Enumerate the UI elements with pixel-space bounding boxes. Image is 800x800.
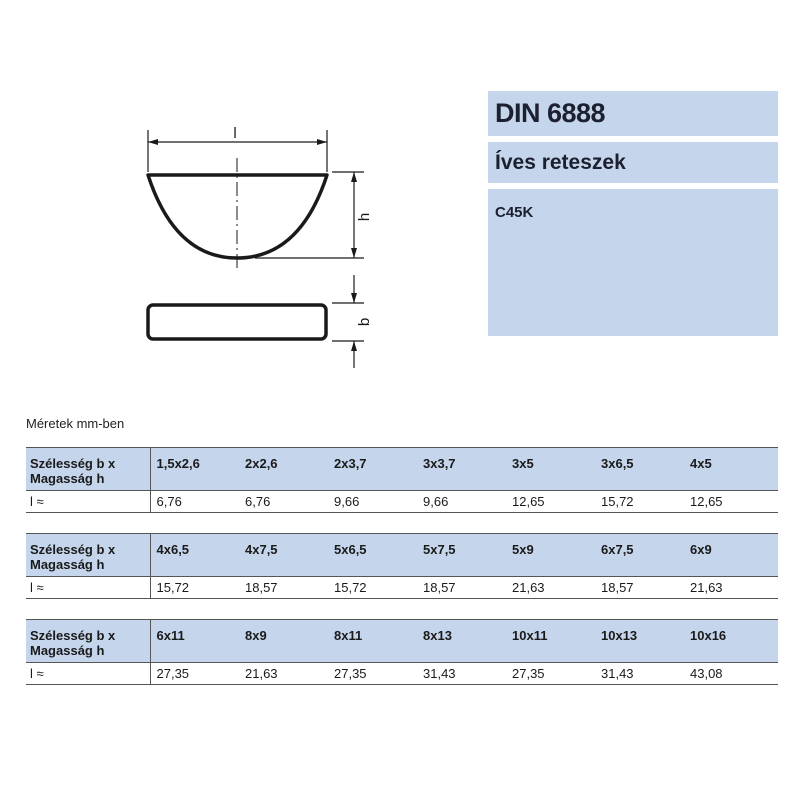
length-cell: 9,66 xyxy=(328,491,417,513)
size-cell: 2x3,7 xyxy=(328,448,417,491)
size-cell: 6x11 xyxy=(150,620,239,663)
length-cell: 18,57 xyxy=(239,577,328,599)
length-row xyxy=(26,577,778,599)
woodruff-key-drawing xyxy=(120,110,380,375)
size-cell: 5x6,5 xyxy=(328,534,417,577)
length-cell: 27,35 xyxy=(328,663,417,685)
length-row-label: l ≈ xyxy=(26,577,150,599)
size-cell: 6x7,5 xyxy=(595,534,684,577)
length-cell: 27,35 xyxy=(506,663,595,685)
size-cell: 10x13 xyxy=(595,620,684,663)
length-cell: 12,65 xyxy=(506,491,595,513)
dim-h-arrow-top xyxy=(351,172,357,182)
dimension-table-1 xyxy=(26,447,778,513)
length-cell: 43,08 xyxy=(684,663,778,685)
dim-b-arrow-top xyxy=(351,293,357,303)
size-cell: 4x6,5 xyxy=(150,534,239,577)
size-row xyxy=(26,448,778,491)
size-cell: 3x6,5 xyxy=(595,448,684,491)
size-cell: 6x9 xyxy=(684,534,778,577)
length-cell: 31,43 xyxy=(417,663,506,685)
size-cell: 3x5 xyxy=(506,448,595,491)
size-cell: 1,5x2,6 xyxy=(150,448,239,491)
length-cell: 18,57 xyxy=(595,577,684,599)
material-label: C45K xyxy=(488,189,778,336)
size-row-label: Szélesség b x Magasság h xyxy=(26,620,150,663)
length-cell: 18,57 xyxy=(417,577,506,599)
dimension-table-3 xyxy=(26,619,778,685)
size-cell: 8x9 xyxy=(239,620,328,663)
dim-h-arrow-bottom xyxy=(351,248,357,258)
size-row xyxy=(26,534,778,577)
size-cell: 4x7,5 xyxy=(239,534,328,577)
size-cell: 2x2,6 xyxy=(239,448,328,491)
size-cell: 10x11 xyxy=(506,620,595,663)
dimension-table-2 xyxy=(26,533,778,599)
dim-l-arrow-left xyxy=(148,139,158,145)
length-cell: 15,72 xyxy=(150,577,239,599)
length-cell: 9,66 xyxy=(417,491,506,513)
length-cell: 6,76 xyxy=(150,491,239,513)
length-cell: 21,63 xyxy=(506,577,595,599)
length-cell: 15,72 xyxy=(328,577,417,599)
size-cell: 8x11 xyxy=(328,620,417,663)
size-cell: 4x5 xyxy=(684,448,778,491)
dim-h-label: h xyxy=(356,212,373,222)
length-cell: 21,63 xyxy=(684,577,778,599)
length-cell: 27,35 xyxy=(150,663,239,685)
size-row xyxy=(26,620,778,663)
length-row-label: l ≈ xyxy=(26,663,150,685)
product-name: Íves reteszek xyxy=(488,142,778,183)
dim-b-arrow-bottom xyxy=(351,341,357,351)
dim-b-label: b xyxy=(356,317,373,327)
size-row-label: Szélesség b x Magasság h xyxy=(26,448,150,491)
size-cell: 5x9 xyxy=(506,534,595,577)
size-cell: 3x3,7 xyxy=(417,448,506,491)
length-row xyxy=(26,491,778,513)
length-cell: 21,63 xyxy=(239,663,328,685)
standard-title: DIN 6888 xyxy=(488,91,778,136)
dim-l-label: l xyxy=(233,125,237,142)
size-cell: 5x7,5 xyxy=(417,534,506,577)
length-cell: 6,76 xyxy=(239,491,328,513)
length-row xyxy=(26,663,778,685)
length-row-label: l ≈ xyxy=(26,491,150,513)
dim-l-arrow-right xyxy=(317,139,327,145)
units-note: Méretek mm-ben xyxy=(26,416,125,431)
length-cell: 15,72 xyxy=(595,491,684,513)
key-top-view xyxy=(148,305,326,339)
length-cell: 31,43 xyxy=(595,663,684,685)
length-cell: 12,65 xyxy=(684,491,778,513)
size-cell: 10x16 xyxy=(684,620,778,663)
size-row-label: Szélesség b x Magasság h xyxy=(26,534,150,577)
size-cell: 8x13 xyxy=(417,620,506,663)
